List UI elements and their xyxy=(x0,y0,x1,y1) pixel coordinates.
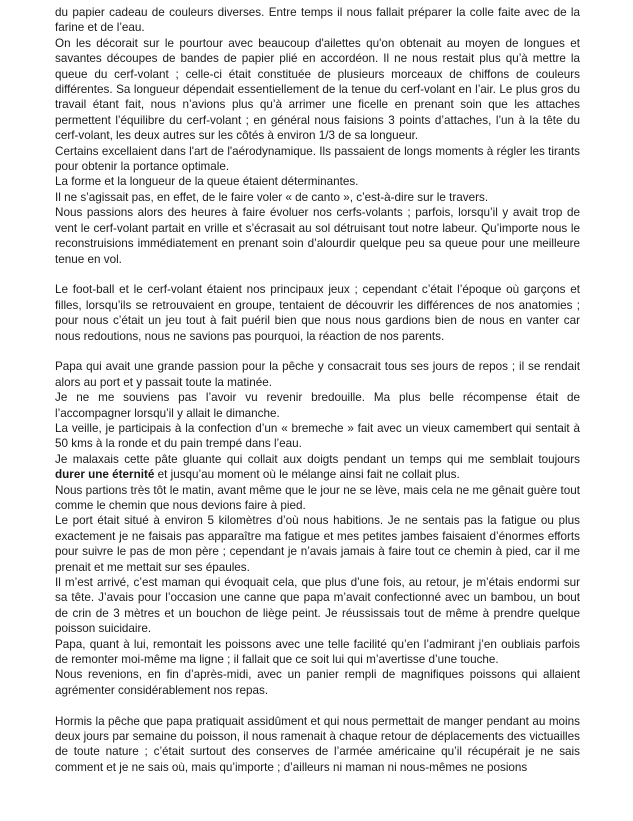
paragraph-games: Le foot-ball et le cerf-volant étaient nos principaux jeux ; cependant c’était l’époque où garçons et filles, lorsqu’ils se retrouvaient en groupe, tentaient de découvrir les différences de nos anatomies ; pour nous c’était un jeu tout à fait puéril bien que nous nous gardions bien de nous en vanter car nous redoutions, nous ne savions pas pourquoi, la réaction de nos parents. xyxy=(55,283,580,343)
paragraph-sticky-paste xyxy=(55,452,580,483)
paragraph-gap xyxy=(55,344,580,359)
paste-text-before: Je malaxais cette pâte gluante qui collait aux doigts pendant un temps qui me semblait toujours xyxy=(55,452,580,466)
paragraph-return-home: Nous revenions, en fin d’après-midi, avec un panier rempli de magnifiques poissons qui allaient agrémenter considérablement nos repas. xyxy=(55,668,580,697)
paragraph-de-canto: Il ne s’agissait pas, en effet, de le faire voler « de canto », c’est-à-dire sur le travers. xyxy=(55,190,489,204)
paragraph-flying-hours: Nous passions alors des heures à faire évoluer nos cerfs-volants ; parfois, lorsqu’il y avait trop de vent le cerf-volant partait en vrille et s’écrasait au sol détruisant tout notre labeur. Qu’importe nous le reconstruisions immédiatement en prenant soin d’alourdir quelque peu sa queue pour une meilleure tenue en vol. xyxy=(55,206,580,266)
paragraph-gap xyxy=(55,698,580,713)
paragraph-fishing-passion: Papa qui avait une grande passion pour la pêche y consacrait tous ses jours de repos ; il se rendait alors au port et y passait toute la matinée. xyxy=(55,360,580,389)
paragraph-tail-shape: La forme et la longueur de la queue étaient déterminantes. xyxy=(55,175,359,189)
paragraph-early-morning: Nous partions très tôt le matin, avant même que le jour ne se lève, mais cela ne me gênait guère tout comme le chemin que nous devions faire à pied. xyxy=(55,483,580,512)
paragraph-fell-asleep: Il m’est arrivé, c’est maman qui évoquait cela, que plus d’une fois, au retour, je m’étais endormi sur sa tête. J’avais pour l’occasion une canne que papa m’avait confectionné avec un bambou, un bout de crin de 3 mètres et un bouchon de liège peint. Je réussissais tout de même à prendre quelque poisson suicidaire. xyxy=(55,576,580,636)
document-page xyxy=(55,5,580,775)
paste-text-bold: durer une éternité xyxy=(55,468,155,482)
paragraph-victuals: Hormis la pêche que papa pratiquait assidûment et qui nous permettait de manger pendant au moins deux jours par semaine du poisson, il nous ramenait à chaque retour de déplacements des victuailles de toute nature ; c’était surtout des conserves de l’armée américaine qu’il récupérait je ne sais comment et je ne sais où, mais qu’importe ; d’ailleurs ni maman ni nous-mêmes ne posions xyxy=(55,714,580,774)
paragraph-never-empty-handed: Je ne me souviens pas l’avoir vu revenir bredouille. Ma plus belle récompense était de l’accompagner lorsqu’il y allait le dimanche. xyxy=(55,391,580,420)
paragraph-port-distance: Le port était situé à environ 5 kilomètres d’où nous habitions. Je ne sentais pas la fatigue ou plus exactement je ne faisais pas apparaître ma fatigue et mes petites jambes faisaient d’énormes efforts pour suivre le pas de mon père ; cependant je n’avais jamais à faire tout ce chemin à pied, car il me prenait et me mettait sur ses épaules. xyxy=(55,514,580,574)
paragraph-paper-glue: du papier cadeau de couleurs diverses. Entre temps il nous fallait préparer la colle faite avec de la farine et de l’eau. xyxy=(55,6,580,35)
paragraph-aerodynamics: Certains excellaient dans l'art de l'aérodynamique. Ils passaient de longs moments à régler les tirants pour obtenir la portance optimale. xyxy=(55,144,580,174)
paragraph-bremeche: La veille, je participais à la confection d’un « bremeche » fait avec un vieux camembert qui sentait à 50 kms à la ronde et du pain trempé dans l’eau. xyxy=(55,421,580,451)
paragraph-decoration-tail: On les décorait sur le pourtour avec beaucoup d'ailettes qu'on obtenait au moyen de longues et savantes découpes de bandes de papier plié en accordéon. Il ne nous restait plus qu’à mettre la queue du cerf-volant ; celle-ci était constituée de plusieurs morceaux de chiffons de couleurs différentes. Sa longueur dépendait essentiellement de la tenue du cerf-volant en l’air. Le plus gros du travail étant fait, nous n’avions plus qu’à arrimer une ficelle en prenant soin que les attaches permettent l’équilibre du cerf-volant ; en général nous faisions 3 points d’attaches, l’un à la tête du cerf-volant, les deux autres sur les côtés à environ 1/3 de sa longueur. xyxy=(55,36,580,143)
paragraph-papa-fishing: Papa, quant à lui, remontait les poissons avec une telle facilité qu’en l’admirant j’en oubliais parfois de remonter moi-même ma ligne ; il fallait que ce soit lui qui m’avertisse d’une touche. xyxy=(55,637,580,667)
paragraph-gap xyxy=(55,267,580,282)
paste-text-after: et jusqu’au moment où le mélange ainsi fait ne collait plus. xyxy=(154,468,460,482)
